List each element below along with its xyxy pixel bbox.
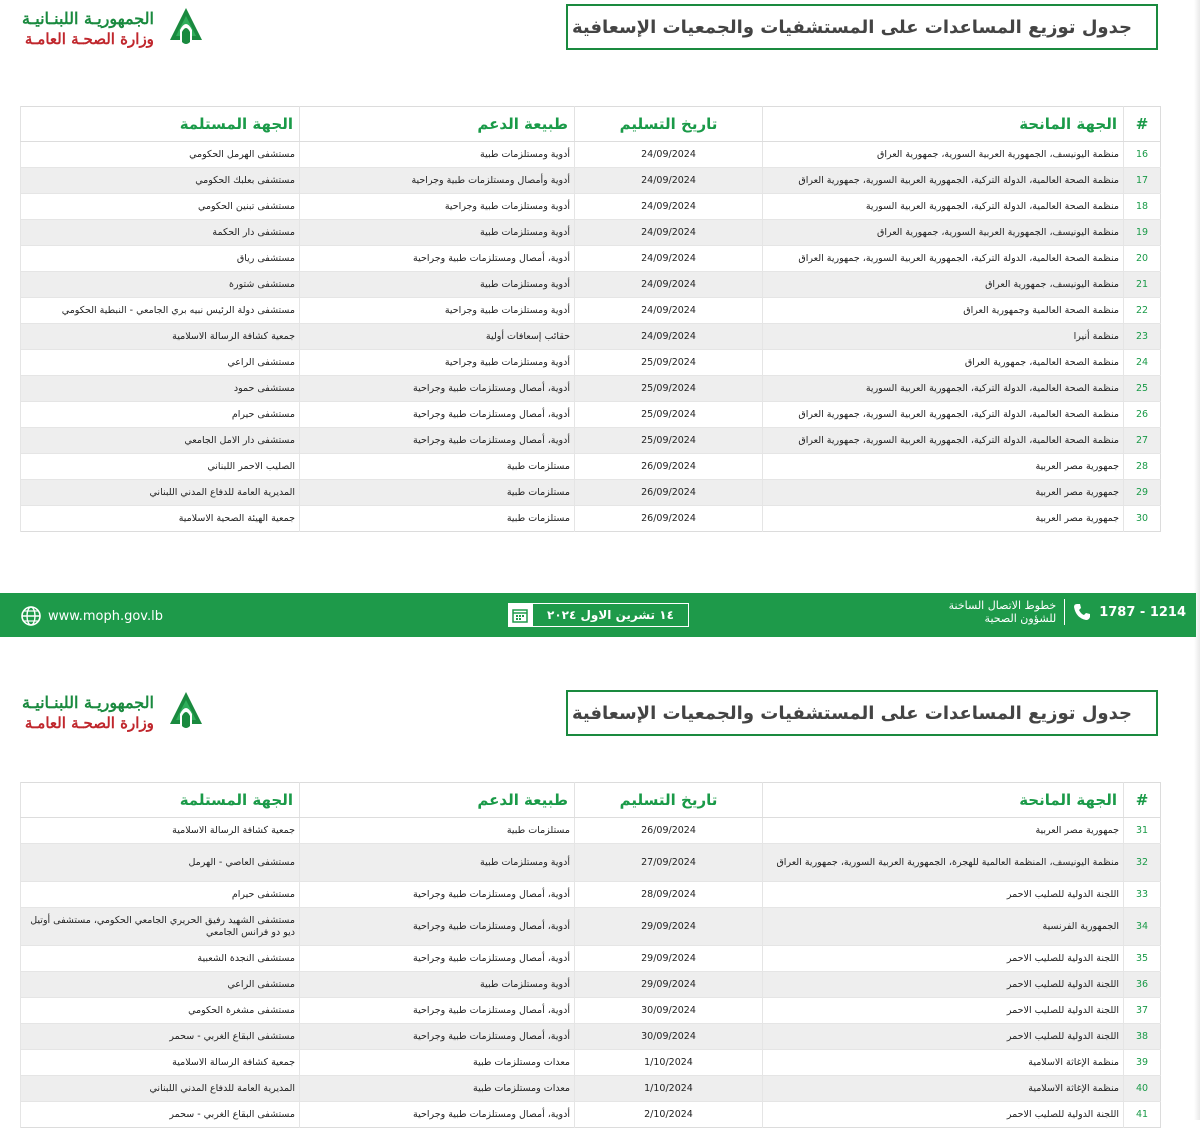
document-title: جدول توزيع المساعدات على المستشفيات والجمعيات الإسعافية	[572, 702, 1132, 724]
cell-date: 2/10/2024	[575, 1102, 763, 1128]
cell-donor: منظمة الصحة العالمية، الدولة التركية، الجمهورية العربية السورية	[763, 194, 1124, 220]
cell-recipient: مستشفى البقاع الغربي - سحمر	[21, 1102, 300, 1128]
table-row	[21, 480, 1161, 506]
cell-donor: منظمة الصحة العالمية، جمهورية العراق	[763, 350, 1124, 376]
cell-num: 33	[1124, 882, 1161, 908]
cell-support: أدوية، أمصال ومستلزمات طبية وجراحية	[300, 946, 575, 972]
cell-support: أدوية ومستلزمات طبية	[300, 272, 575, 298]
cell-support: مستلزمات طبية	[300, 818, 575, 844]
logo-republic-text: الجمهوريـة اللبنـانيـة	[22, 9, 154, 28]
col-header-donor: الجهة المانحة	[763, 783, 1124, 818]
cell-donor: منظمة الصحة العالمية، الدولة التركية، الجمهورية العربية السورية، جمهورية العراق	[763, 246, 1124, 272]
aid-distribution-table-page2	[20, 782, 1161, 1128]
cell-num: 27	[1124, 428, 1161, 454]
table-row	[21, 376, 1161, 402]
cell-date: 25/09/2024	[575, 402, 763, 428]
cell-recipient: مستشفى البقاع الغربي - سحمر	[21, 1024, 300, 1050]
cell-donor: اللجنة الدولية للصليب الاحمر	[763, 998, 1124, 1024]
cell-date: 28/09/2024	[575, 882, 763, 908]
cell-donor: اللجنة الدولية للصليب الاحمر	[763, 882, 1124, 908]
cell-support: أدوية، أمصال ومستلزمات طبية وجراحية	[300, 908, 575, 946]
ministry-logo	[22, 690, 210, 736]
table-row	[21, 246, 1161, 272]
cell-recipient: مستشفى رياق	[21, 246, 300, 272]
cell-donor: اللجنة الدولية للصليب الاحمر	[763, 1024, 1124, 1050]
cell-recipient: مستشفى النجدة الشعبية	[21, 946, 300, 972]
footer-bar	[0, 593, 1196, 637]
cell-date: 26/09/2024	[575, 480, 763, 506]
cell-recipient: الصليب الاحمر اللبناني	[21, 454, 300, 480]
cell-recipient: المديرية العامة للدفاع المدني اللبناني	[21, 480, 300, 506]
cell-recipient: مستشفى تبنين الحكومي	[21, 194, 300, 220]
cell-num: 26	[1124, 402, 1161, 428]
phone-icon	[1073, 603, 1091, 621]
cell-num: 25	[1124, 376, 1161, 402]
cell-date: 26/09/2024	[575, 818, 763, 844]
cell-support: أدوية، أمصال ومستلزمات طبية وجراحية	[300, 1102, 575, 1128]
table-header-row	[21, 107, 1161, 142]
hotline-numbers[interactable]: 1787 - 1214	[1099, 604, 1186, 620]
cell-date: 29/09/2024	[575, 972, 763, 998]
cell-num: 30	[1124, 506, 1161, 532]
cell-date: 27/09/2024	[575, 844, 763, 882]
cell-date: 24/09/2024	[575, 298, 763, 324]
cell-donor: منظمة الصحة العالمية، الدولة التركية، الجمهورية العربية السورية، جمهورية العراق	[763, 402, 1124, 428]
cell-donor: اللجنة الدولية للصليب الاحمر	[763, 1102, 1124, 1128]
cell-donor: اللجنة الدولية للصليب الاحمر	[763, 972, 1124, 998]
cell-date: 25/09/2024	[575, 350, 763, 376]
cell-num: 20	[1124, 246, 1161, 272]
cell-donor: منظمة الصحة العالمية، الدولة التركية، الجمهورية العربية السورية، جمهورية العراق	[763, 168, 1124, 194]
footer-date-text: ١٤ تشرين الاول ٢٠٢٤	[532, 603, 689, 627]
logo-ministry-text: وزارة الصحـة العامـة	[24, 714, 154, 732]
cell-date: 24/09/2024	[575, 194, 763, 220]
cell-num: 37	[1124, 998, 1161, 1024]
cell-support: أدوية ومستلزمات طبية وجراحية	[300, 350, 575, 376]
cell-recipient: مستشفى مشغرة الحكومي	[21, 998, 300, 1024]
cell-donor: اللجنة الدولية للصليب الاحمر	[763, 946, 1124, 972]
cell-num: 28	[1124, 454, 1161, 480]
cell-num: 23	[1124, 324, 1161, 350]
cell-support: أدوية ومستلزمات طبية	[300, 844, 575, 882]
table-row	[21, 998, 1161, 1024]
cell-recipient: المديرية العامة للدفاع المدني اللبناني	[21, 1076, 300, 1102]
cell-num: 19	[1124, 220, 1161, 246]
cell-num: 38	[1124, 1024, 1161, 1050]
cell-date: 30/09/2024	[575, 998, 763, 1024]
cell-recipient: مستشفى حيرام	[21, 402, 300, 428]
cell-recipient: مستشفى الشهيد رفيق الحريري الجامعي الحكومي، مستشفى أوتيل ديو دو فرانس الجامعي	[21, 908, 300, 946]
logo-text	[22, 9, 154, 49]
cell-recipient: مستشفى حيرام	[21, 882, 300, 908]
cell-donor: منظمة الإغاثة الاسلامية	[763, 1050, 1124, 1076]
calendar-icon	[508, 603, 532, 627]
table-row	[21, 844, 1161, 882]
table-row	[21, 194, 1161, 220]
cell-recipient: مستشفى الهرمل الحكومي	[21, 142, 300, 168]
cell-date: 1/10/2024	[575, 1076, 763, 1102]
cell-num: 34	[1124, 908, 1161, 946]
cell-num: 41	[1124, 1102, 1161, 1128]
col-header-support: طبيعة الدعم	[300, 107, 575, 142]
col-header-date: تاريخ التسليم	[575, 783, 763, 818]
ministry-logo	[22, 6, 210, 52]
cell-num: 31	[1124, 818, 1161, 844]
cell-donor: منظمة الصحة العالمية، الدولة التركية، الجمهورية العربية السورية، جمهورية العراق	[763, 428, 1124, 454]
hotline-divider	[1064, 599, 1065, 625]
cell-donor: منظمة اليونيسف، جمهورية العراق	[763, 272, 1124, 298]
table-row	[21, 946, 1161, 972]
cell-num: 17	[1124, 168, 1161, 194]
cell-num: 22	[1124, 298, 1161, 324]
table-row	[21, 168, 1161, 194]
cell-recipient: مستشفى شتورة	[21, 272, 300, 298]
table-row	[21, 350, 1161, 376]
cell-date: 24/09/2024	[575, 324, 763, 350]
cell-support: أدوية، أمصال ومستلزمات طبية وجراحية	[300, 246, 575, 272]
cell-support: مستلزمات طبية	[300, 506, 575, 532]
table-row	[21, 506, 1161, 532]
col-header-recipient: الجهة المستلمة	[21, 783, 300, 818]
cell-date: 25/09/2024	[575, 428, 763, 454]
document-page-2	[0, 638, 1196, 1120]
cell-date: 24/09/2024	[575, 220, 763, 246]
cedar-logo-icon	[162, 690, 210, 736]
cell-support: أدوية، أمصال ومستلزمات طبية وجراحية	[300, 376, 575, 402]
cell-recipient: مستشفى حمود	[21, 376, 300, 402]
table-row	[21, 882, 1161, 908]
cell-date: 24/09/2024	[575, 142, 763, 168]
cell-recipient: مستشفى العاصي - الهرمل	[21, 844, 300, 882]
col-header-num: #	[1124, 107, 1161, 142]
cell-num: 39	[1124, 1050, 1161, 1076]
cell-recipient: مستشفى الراعي	[21, 972, 300, 998]
cell-recipient: جمعية كشافة الرسالة الاسلامية	[21, 818, 300, 844]
cell-donor: منظمة أنيرا	[763, 324, 1124, 350]
cell-donor: منظمة الصحة العالمية وجمهورية العراق	[763, 298, 1124, 324]
cell-support: أدوية وأمصال ومستلزمات طبية وجراحية	[300, 168, 575, 194]
document-title: جدول توزيع المساعدات على المستشفيات والجمعيات الإسعافية	[572, 16, 1132, 38]
document-title-box	[566, 690, 1158, 736]
cell-support: أدوية، أمصال ومستلزمات طبية وجراحية	[300, 402, 575, 428]
table-row	[21, 908, 1161, 946]
cell-support: أدوية، أمصال ومستلزمات طبية وجراحية	[300, 1024, 575, 1050]
cell-recipient: مستشفى دولة الرئيس نبيه بري الجامعي - النبطية الحكومي	[21, 298, 300, 324]
col-header-recipient: الجهة المستلمة	[21, 107, 300, 142]
cell-support: مستلزمات طبية	[300, 454, 575, 480]
cell-date: 1/10/2024	[575, 1050, 763, 1076]
hotline-info	[949, 599, 1186, 625]
cell-date: 24/09/2024	[575, 272, 763, 298]
table-row	[21, 272, 1161, 298]
cell-num: 18	[1124, 194, 1161, 220]
cell-num: 40	[1124, 1076, 1161, 1102]
cell-recipient: جمعية الهيئة الصحية الاسلامية	[21, 506, 300, 532]
col-header-date: تاريخ التسليم	[575, 107, 763, 142]
col-header-num: #	[1124, 783, 1161, 818]
cell-num: 36	[1124, 972, 1161, 998]
cell-support: مستلزمات طبية	[300, 480, 575, 506]
cell-donor: منظمة الإغاثة الاسلامية	[763, 1076, 1124, 1102]
cell-donor: جمهورية مصر العربية	[763, 454, 1124, 480]
cell-date: 25/09/2024	[575, 376, 763, 402]
cell-support: أدوية، أمصال ومستلزمات طبية وجراحية	[300, 998, 575, 1024]
table-header-row	[21, 783, 1161, 818]
cell-support: معدات ومستلزمات طبية	[300, 1076, 575, 1102]
cell-donor: جمهورية مصر العربية	[763, 480, 1124, 506]
cell-num: 24	[1124, 350, 1161, 376]
logo-ministry-text: وزارة الصحـة العامـة	[24, 30, 154, 48]
cell-date: 30/09/2024	[575, 1024, 763, 1050]
cell-support: معدات ومستلزمات طبية	[300, 1050, 575, 1076]
hotline-label-line1: خطوط الاتصال الساخنة	[948, 599, 1057, 612]
cell-recipient: جمعية كشافة الرسالة الاسلامية	[21, 324, 300, 350]
table-row	[21, 1050, 1161, 1076]
table-row	[21, 324, 1161, 350]
cell-num: 16	[1124, 142, 1161, 168]
col-header-donor: الجهة المانحة	[763, 107, 1124, 142]
cell-recipient: جمعية كشافة الرسالة الاسلامية	[21, 1050, 300, 1076]
cell-date: 26/09/2024	[575, 506, 763, 532]
cell-support: أدوية، أمصال ومستلزمات طبية وجراحية	[300, 428, 575, 454]
cell-support: أدوية ومستلزمات طبية	[300, 142, 575, 168]
cell-donor: الجمهورية الفرنسية	[763, 908, 1124, 946]
cell-donor: جمهورية مصر العربية	[763, 506, 1124, 532]
cell-donor: منظمة اليونيسف، الجمهورية العربية السورية، جمهورية العراق	[763, 142, 1124, 168]
hotline-label	[949, 599, 1057, 625]
cell-date: 29/09/2024	[575, 908, 763, 946]
table-row	[21, 428, 1161, 454]
hotline-label-line2: للشؤون الصحية	[984, 612, 1057, 625]
cell-num: 35	[1124, 946, 1161, 972]
table-row	[21, 1102, 1161, 1128]
table-row	[21, 402, 1161, 428]
table-row	[21, 818, 1161, 844]
logo-text	[22, 693, 154, 733]
table-row	[21, 298, 1161, 324]
cell-recipient: مستشفى دار الحكمة	[21, 220, 300, 246]
cell-support: أدوية، أمصال ومستلزمات طبية وجراحية	[300, 882, 575, 908]
website-link[interactable]	[20, 605, 163, 627]
table-row	[21, 1024, 1161, 1050]
cell-recipient: مستشفى الراعي	[21, 350, 300, 376]
table-row	[21, 142, 1161, 168]
cell-support: أدوية ومستلزمات طبية	[300, 220, 575, 246]
col-header-support: طبيعة الدعم	[300, 783, 575, 818]
cell-date: 29/09/2024	[575, 946, 763, 972]
cell-recipient: مستشفى بعلبك الحكومي	[21, 168, 300, 194]
table-row	[21, 220, 1161, 246]
cell-donor: منظمة اليونيسف، المنظمة العالمية للهجرة، الجمهورية العربية السورية، جمهورية العراق	[763, 844, 1124, 882]
cell-support: أدوية ومستلزمات طبية	[300, 972, 575, 998]
cell-num: 32	[1124, 844, 1161, 882]
table-row	[21, 1076, 1161, 1102]
cell-date: 24/09/2024	[575, 168, 763, 194]
cell-donor: منظمة اليونيسف، الجمهورية العربية السورية، جمهورية العراق	[763, 220, 1124, 246]
cell-support: أدوية ومستلزمات طبية وجراحية	[300, 298, 575, 324]
globe-icon	[20, 605, 42, 627]
cell-date: 26/09/2024	[575, 454, 763, 480]
cell-recipient: مستشفى دار الامل الجامعي	[21, 428, 300, 454]
cell-support: أدوية ومستلزمات طبية وجراحية	[300, 194, 575, 220]
cell-donor: منظمة الصحة العالمية، الدولة التركية، الجمهورية العربية السورية	[763, 376, 1124, 402]
table-row	[21, 972, 1161, 998]
cell-donor: جمهورية مصر العربية	[763, 818, 1124, 844]
website-text: www.moph.gov.lb	[48, 608, 163, 624]
cell-date: 24/09/2024	[575, 246, 763, 272]
cedar-logo-icon	[162, 6, 210, 52]
aid-distribution-table-page1	[20, 106, 1161, 532]
table-row	[21, 454, 1161, 480]
document-title-box	[566, 4, 1158, 50]
cell-num: 29	[1124, 480, 1161, 506]
cell-num: 21	[1124, 272, 1161, 298]
logo-republic-text: الجمهوريـة اللبنـانيـة	[22, 693, 154, 712]
cell-support: حقائب إسعافات أولية	[300, 324, 575, 350]
footer-date	[508, 603, 689, 627]
